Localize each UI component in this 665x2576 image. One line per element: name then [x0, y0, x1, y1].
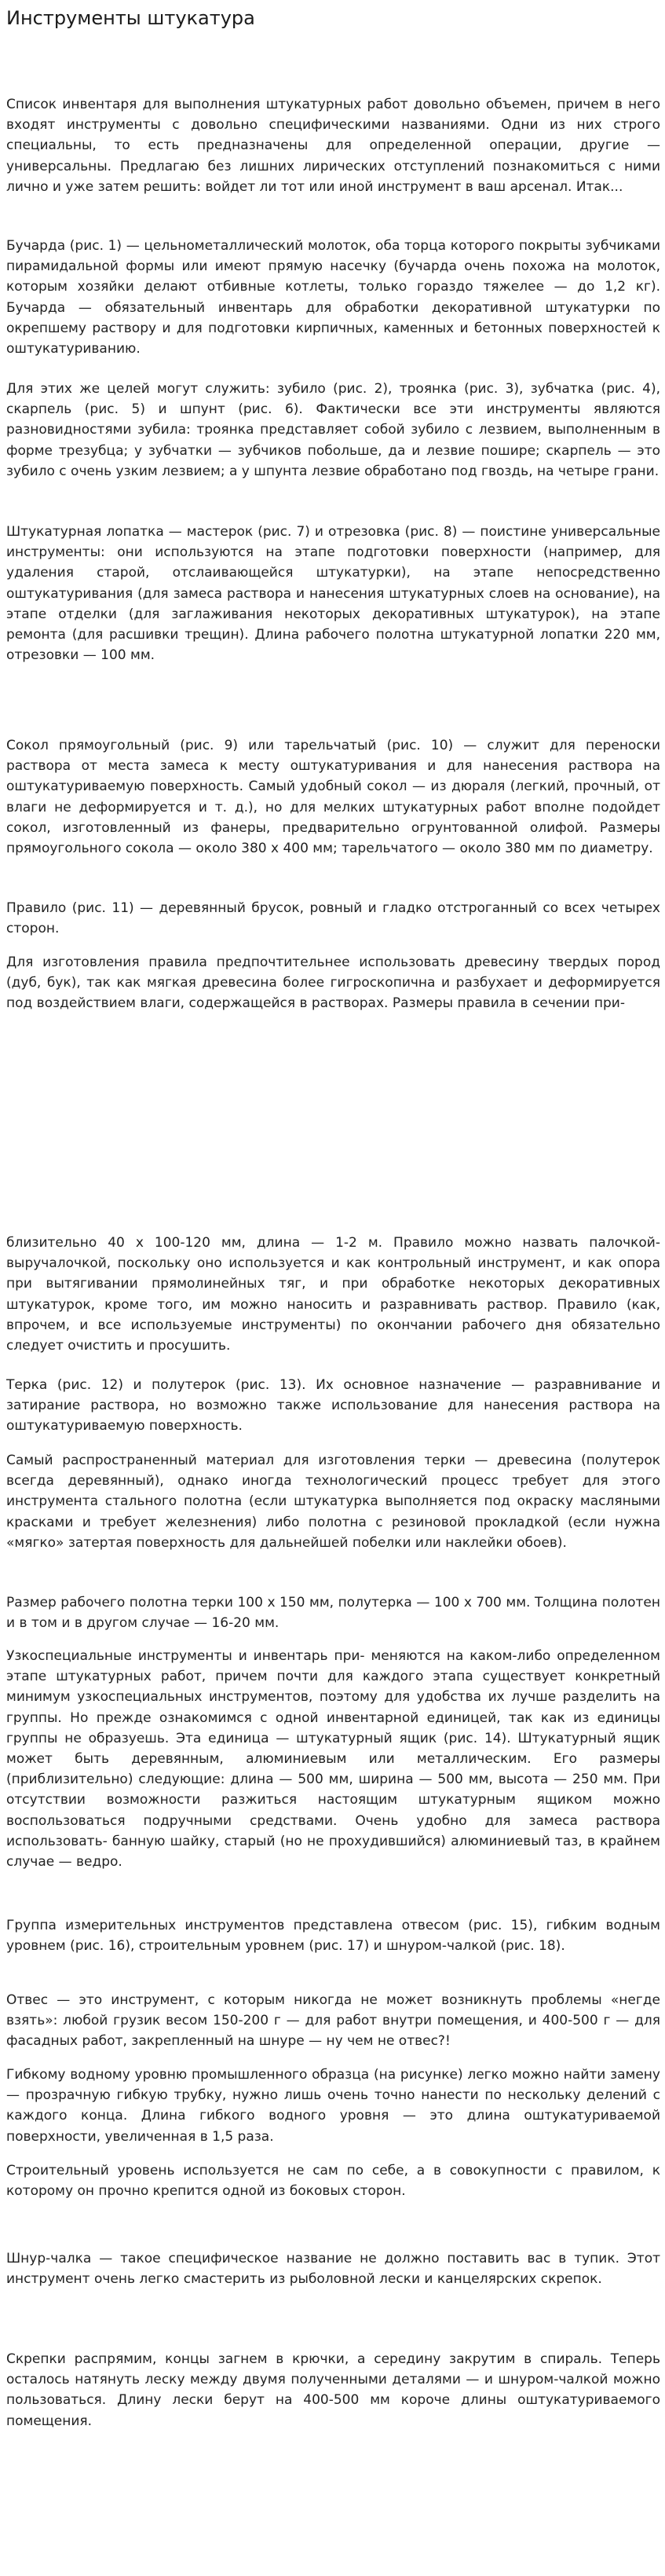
paragraph-float-material: Самый распространенный материал для изготовления терки — древесина (полутерок всегда деревянный), однако иногда технологический процесс требует для этого инструмента стального полотна (если штукатурка выполняется под окраску масляными красками и требует железнения) либо полотна с резиновой прокладкой (если нужна «мягко» затертая поверхность для дальнейшей побелки или наклейки обоев).: [6, 1453, 660, 1551]
paragraph-spirit-level: Строительный уровень используется не сам по себе, а в совокупности с правилом, к которому он прочно крепится одной из боковых сторон.: [6, 2163, 660, 2200]
paragraph-special-tools: Узкоспециальные инструменты и инвентарь при- меняются на каком-либо определенном этапе штукатурных работ, причем почти для каждого этапа существует конкретный минимум узкоспециальных инструментов, поэтому для удобства их лучше разделить на группы. Но прежде ознакомимся с одной инвентарной единицей, так как из единицы группы не образуешь. Эта единица — штукатурный ящик (рис. 14). Штукатурный ящик может быть деревянным, алюминиевым или металлическим. Его размеры (приблизительно) следующие: длина — 500 мм, ширина — 500 мм, высота — 250 мм. При отсутствии возможности разжиться настоящим штукатурным ящиком можно воспользоваться подручными средствами. Очень удобно для замеса раствора использовать- банную шайку, старый (но не прохудившийся) алюминиевый таз, в крайнем случае — ведро.: [6, 1648, 660, 1871]
paragraph-float-size: Размер рабочего полотна терки 100 х 150 мм, полутерка — 100 х 700 мм. Толщина полотен и в том и в другом случае — 16-20 мм.: [6, 1595, 660, 1632]
paragraph-cord-making: Скрепки распрямим, концы загнем в крючки, а середину закрутим в спираль. Теперь осталось натянуть леску между двумя полученными деталями — и шнуром-чалкой можно пользоваться. Длину лески берут на 400-500 мм короче длины оштукатуриваемого помещения.: [6, 2351, 660, 2429]
paragraph-trowel: Штукатурная лопатка — мастерок (рис. 7) и отрезовка (рис. 8) — поистине универсальные инструменты: они используются на этапе подготовки поверхности (например, для удаления старой, отслаивающейся штукатурки), на этапе непосредственно оштукатуривания (для замеса раствора и нанесения штукатурных слоев на основание), на этапе отделки (для заглаживания некоторых декоративных штукатурок), на этапе ремонта (для расшивки трещин). Длина рабочего полотна штукатурной лопатки 220 мм, отрезовки — 100 мм.: [6, 524, 660, 664]
paragraph-rule-material: Для изготовления правила предпочтительнее использовать древесину твердых пород (дуб, бук), так как мягкая древесина более гигроскопична и разбухает и деформируется под воздействием влаги, содержащейся в растворах. Размеры правила в сечении при-: [6, 955, 660, 1012]
paragraph-rule-size: близительно 40 х 100-120 мм, длина — 1-2 м. Правило можно назвать палочкой-выручалочкой, поскольку оно используется и как контрольный инструмент, и как опора при вытягивании прямолинейных тяг, и при обработке некоторых декоративных штукатурок, кроме того, им можно наносить и разравнивать раствор. Правило (как, впрочем, и все используемые инструменты) по окончании рабочего дня обязательно следует очистить и просушить.: [6, 1235, 660, 1354]
article-title: Инструменты штукатура: [6, 7, 255, 29]
paragraph-float: Терка (рис. 12) и полутерок (рис. 13). Их основное назначение — разравнивание и затирание раствора, но возможно также использование для нанесения раствора на оштукатуриваемую поверхность.: [6, 1377, 660, 1435]
paragraph-water-level: Гибкому водному уровню промышленного образца (на рисунке) легко можно найти замену — прозрачную гибкую трубку, нужно лишь очень точно нанести по нескольку делений с каждого конца. Длина гибкого водного уровня — это длина оштукатуриваемой поверхности, увеличенная в 1,5 раза.: [6, 2067, 660, 2145]
paragraph-bucharda: Бучарда (рис. 1) — цельнометаллический молоток, оба торца которого покрыты зубчиками пирамидальной формы или имеют прямую насечку (бучарда очень похожа на молоток, которым хозяйки делают отбивные котлеты, только гораздо тяжелее — до 1,2 кг). Бучарда — обязательный инвентарь для обработки декоративной штукатурки по окрепшему раствору и для подготовки кирпичных, каменных и бетонных поверхностей к оштукатуриванию.: [6, 238, 660, 357]
paragraph-cord: Шнур-чалка — такое специфическое название не должно поставить вас в тупик. Этот инструмент очень легко смастерить из рыболовной лески и канцелярских скрепок.: [6, 2251, 660, 2288]
paragraph-plumb: Отвес — это инструмент, с которым никогда не может возникнуть проблемы «негде взять»: любой грузик весом 150-200 г — для работ внутри помещения, и 400-500 г — для фасадных работ, закрепленный на шнуре — ну чем не отвес?!: [6, 1992, 660, 2050]
paragraph-hawk: Сокол прямоугольный (рис. 9) или тарельчатый (рис. 10) — служит для переноски раствора от места замеса к месту оштукатуривания и для нанесения раствора на оштукатуриваемую поверхность. Самый удобный сокол — из дюраля (легкий, прочный, от влаги не деформируется и т. д.), но для мелких штукатурных работ вполне подойдет сокол, изготовленный из фанеры, предварительно огрунтованной олифой. Размеры прямоугольного сокола — около 380 х 400 мм; тарельчатого — около 380 мм по диаметру.: [6, 738, 660, 857]
paragraph-chisels: Для этих же целей могут служить: зубило (рис. 2), троянка (рис. 3), зубчатка (рис. 4), скарпель (рис. 5) и шпунт (рис. 6). Фактически все эти инструменты являются разновидностями зубила: троянка представляет собой зубило с лезвием, выполненным в форме трезубца; у зубчатки — зубчиков побольше, да и лезвие пошире; скарпель — это зубило с очень узким лезвием; а у шпунта лезвие обработано под гвоздь, на четыре грани.: [6, 381, 660, 479]
paragraph-measuring-tools: Группа измерительных инструментов представлена отвесом (рис. 15), гибким водным уровнем (рис. 16), строительным уровнем (рис. 17) и шнуром-чалкой (рис. 18).: [6, 1918, 660, 1955]
paragraph-intro: Список инвентаря для выполнения штукатурных работ довольно объемен, причем в него входят инструменты с довольно специфическими названиями. Одни из них строго специальны, то есть предназначены для определенной операции, другие — универсальны. Предлагаю без лишних лирических отступлений познакомиться с ними лично и уже затем решить: войдет ли тот или иной инструмент в ваш арсенал. Итак...: [6, 97, 660, 195]
paragraph-rule: Правило (рис. 11) — деревянный брусок, ровный и гладко отстроганный со всех четырех сторон.: [6, 900, 660, 937]
